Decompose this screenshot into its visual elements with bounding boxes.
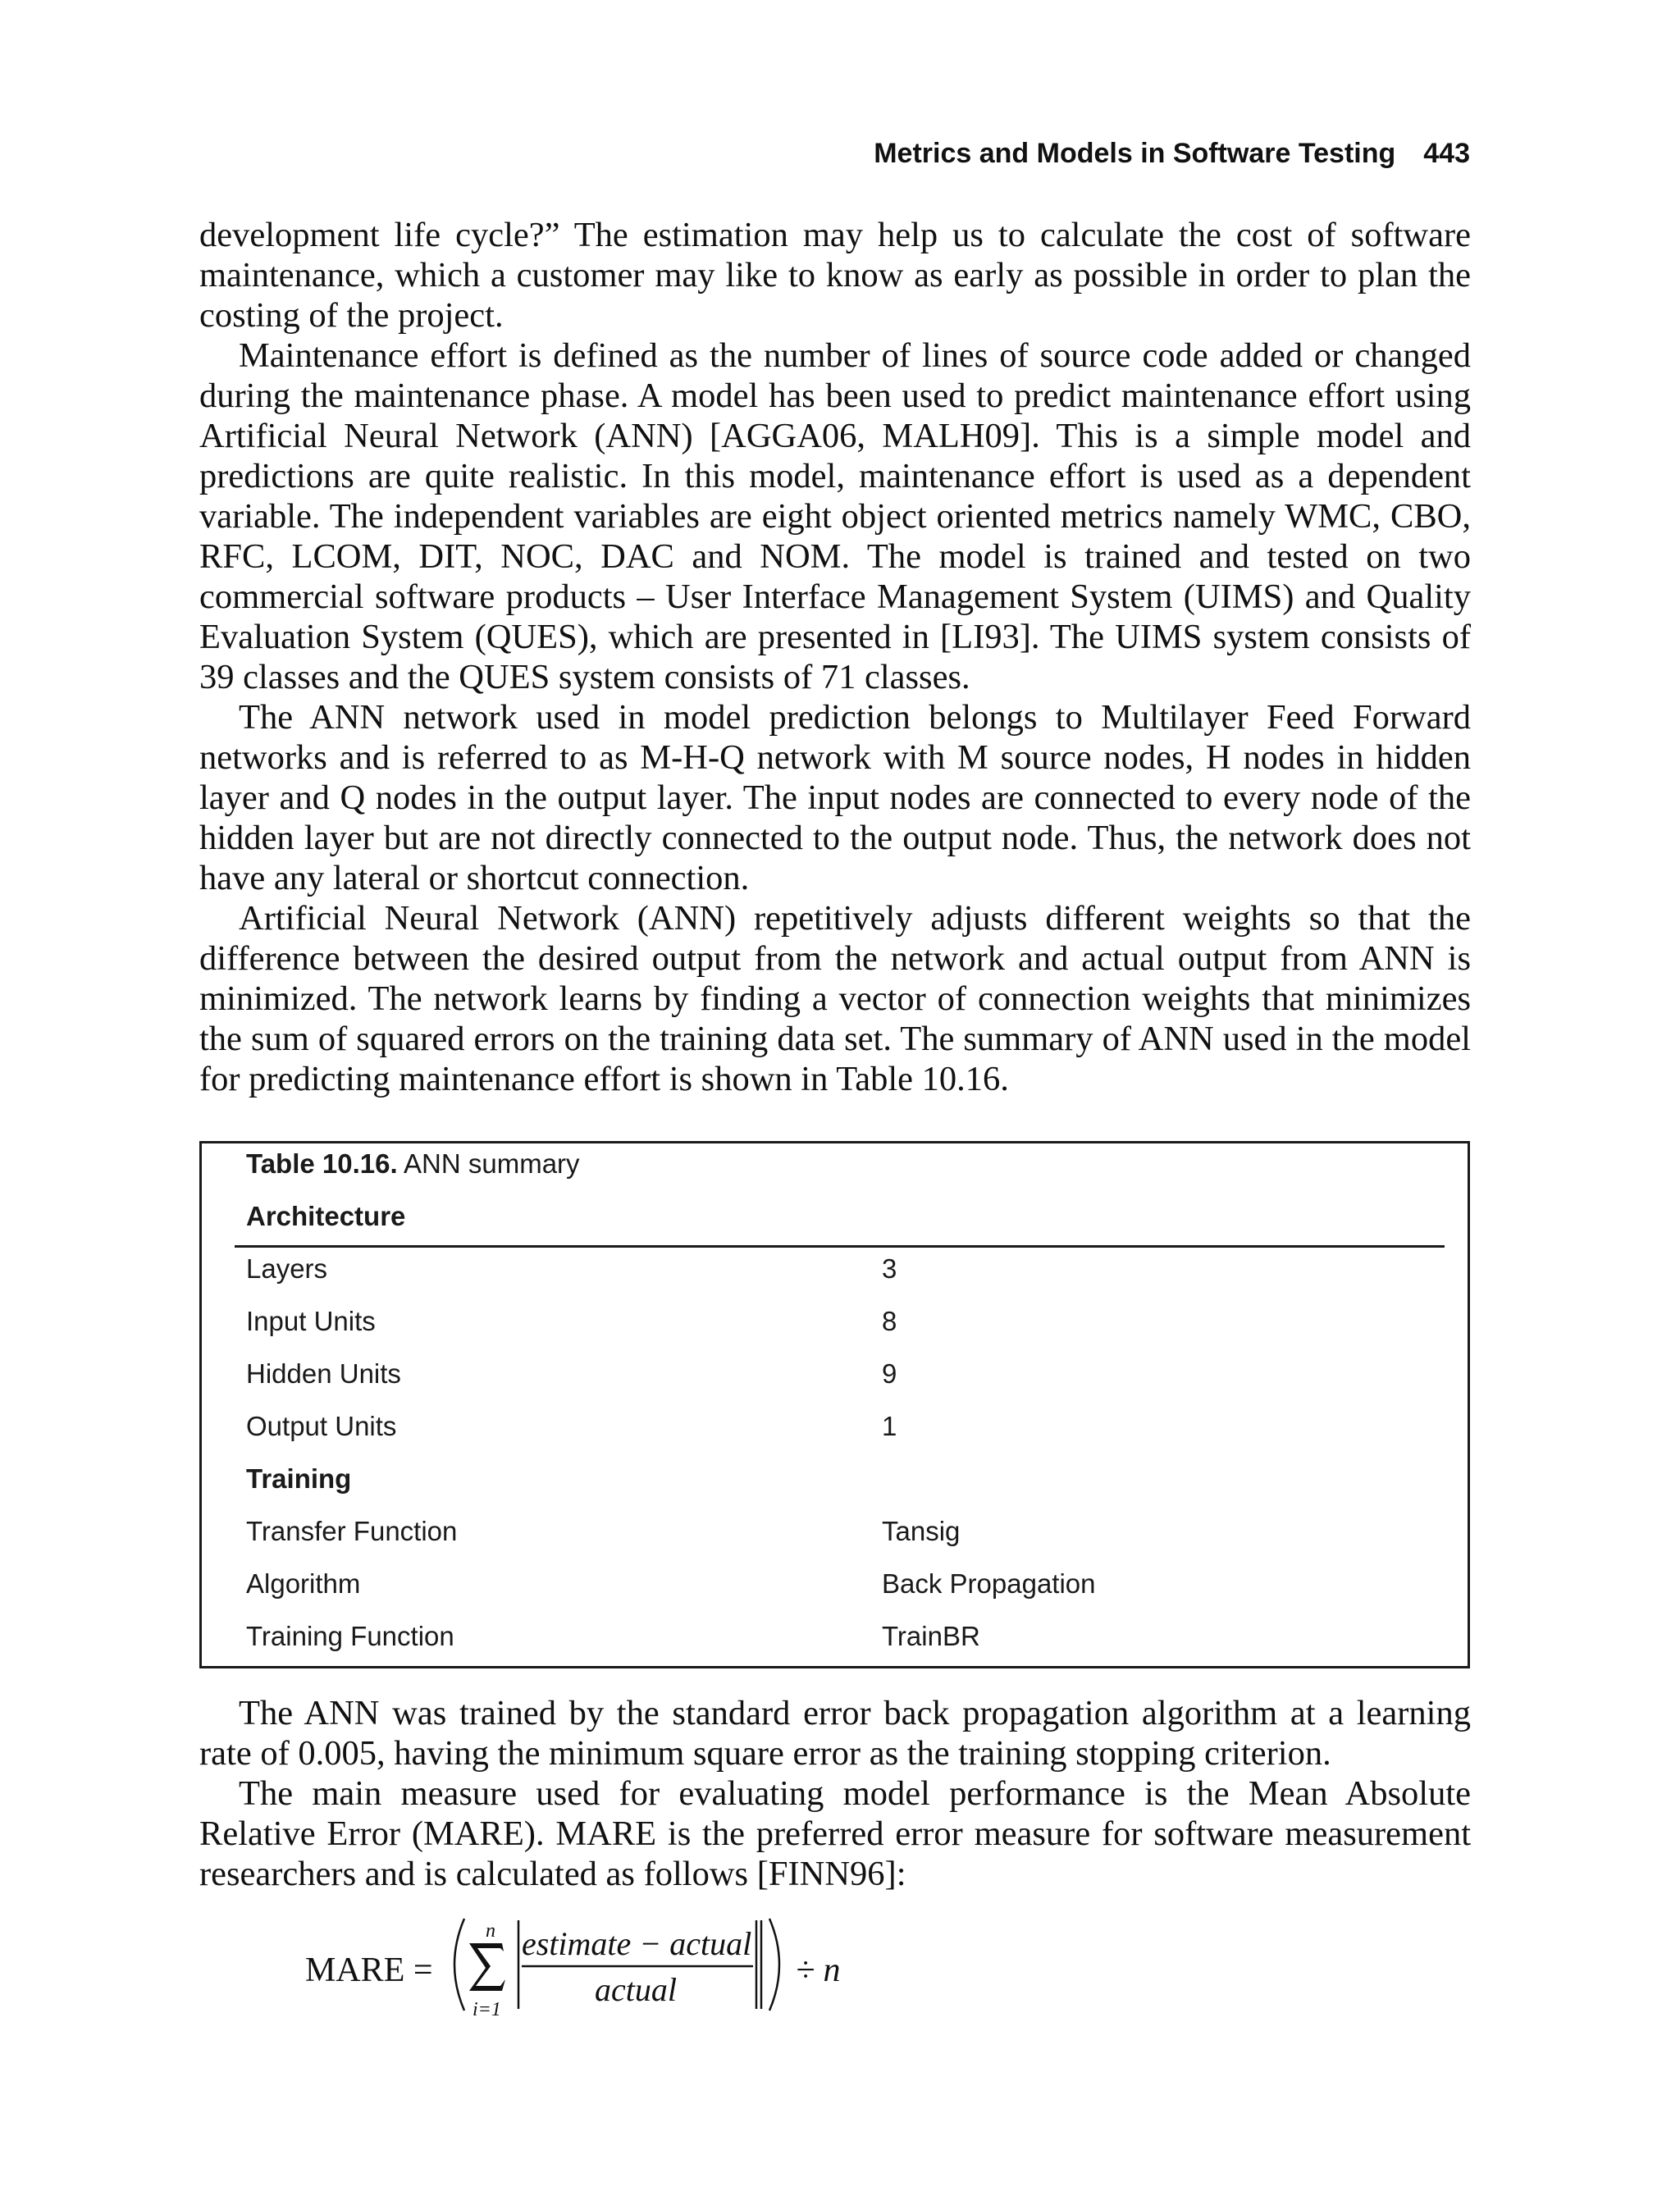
- mare-formula: [300, 1907, 858, 2022]
- body-text-top: [199, 215, 1471, 1099]
- sum-lower-limit: i=1: [472, 1999, 501, 2020]
- table-rule: [235, 1245, 1445, 1248]
- header-title: Metrics and Models in Software Testing: [874, 138, 1396, 169]
- table-cell-label: Training Function: [246, 1621, 454, 1651]
- table-cell-label: Transfer Function: [246, 1516, 458, 1546]
- table-cell-value: Tansig: [882, 1516, 961, 1546]
- running-header: [874, 138, 1470, 170]
- formula-numerator: estimate − actual: [522, 1925, 752, 1962]
- table-cell-value: TrainBR: [882, 1621, 980, 1651]
- right-paren: [769, 1919, 779, 2011]
- table-cell-label: Output Units: [246, 1411, 397, 1441]
- formula-denominator: actual: [595, 1971, 677, 2008]
- table-caption-label: Table 10.16.: [246, 1148, 398, 1179]
- table-cell-label: Algorithm: [246, 1568, 361, 1599]
- paragraph: development life cycle?” The estimation may help us to calculate the cost of software maintenance, which a customer may like to know as early as possible in order to plan the costing of the project.: [199, 216, 1471, 335]
- table-caption-text: ANN summary: [397, 1148, 580, 1179]
- table-cell-value: 9: [882, 1358, 897, 1389]
- sum-upper-limit: n: [486, 1920, 495, 1942]
- paragraph: The main measure used for evaluating model performance is the Mean Absolute Relative Error (MARE). MARE is the preferred error measure for software measurement researchers and is calculated as follows [FINN96]:: [199, 1774, 1471, 1893]
- table-cell-label: Hidden Units: [246, 1358, 401, 1389]
- table-section-training: Training: [246, 1463, 352, 1494]
- table-cell-value: Back Propagation: [882, 1568, 1096, 1599]
- formula-lhs: MARE =: [305, 1951, 433, 1989]
- table-cell-value: 1: [882, 1411, 897, 1441]
- table-cell-value: 8: [882, 1306, 897, 1336]
- paragraph: The ANN was trained by the standard error back propagation algorithm at a learning rate of 0.005, having the minimum square error as the training stopping criterion.: [199, 1694, 1471, 1773]
- table-cell-value: 3: [882, 1253, 897, 1284]
- paragraph: The ANN network used in model prediction belongs to Multilayer Feed Forward networks and is referred to as M-H-Q network with M source nodes, H nodes in hidden layer and Q nodes in the output layer. The input nodes are connected to every node of the hidden layer but are not directly connected to the output node. Thus, the network does not have any lateral or shortcut connection.: [199, 698, 1471, 897]
- left-paren: [454, 1919, 464, 2011]
- body-text-bottom: [199, 1693, 1471, 1894]
- paragraph: Maintenance effort is defined as the number of lines of source code added or changed during the maintenance phase. A model has been used to predict maintenance effort using Artificial Neural Network (ANN) [AGGA06, MALH09]. This is a simple model and predictions are quite realistic. In this model, maintenance effort is used as a dependent variable. The independent variables are eight object oriented metrics namely WMC, CBO, RFC, LCOM, DIT, NOC, DAC and NOM. The model is trained and tested on two commercial software products – User Interface Management System (UIMS) and Quality Evaluation System (QUES), which are presented in [LI93]. The UIMS system consists of 39 classes and the QUES system consists of 71 classes.: [199, 336, 1471, 696]
- table-caption: [246, 1148, 580, 1180]
- paragraph: Artificial Neural Network (ANN) repetitively adjusts different weights so that the difference between the desired output from the network and actual output from ANN is minimized. The network learns by finding a vector of connection weights that minimizes the sum of squared errors on the training data set. The summary of ANN used in the model for predicting maintenance effort is shown in Table 10.16.: [199, 899, 1471, 1098]
- sigma-icon: [469, 1943, 505, 1991]
- table-cell-label: Layers: [246, 1253, 328, 1284]
- formula-tail: ÷ n: [796, 1951, 841, 1989]
- ann-summary-table: [199, 1141, 1470, 1668]
- page-number: 443: [1423, 138, 1470, 169]
- table-cell-label: Input Units: [246, 1306, 376, 1336]
- table-section-architecture: Architecture: [246, 1201, 406, 1231]
